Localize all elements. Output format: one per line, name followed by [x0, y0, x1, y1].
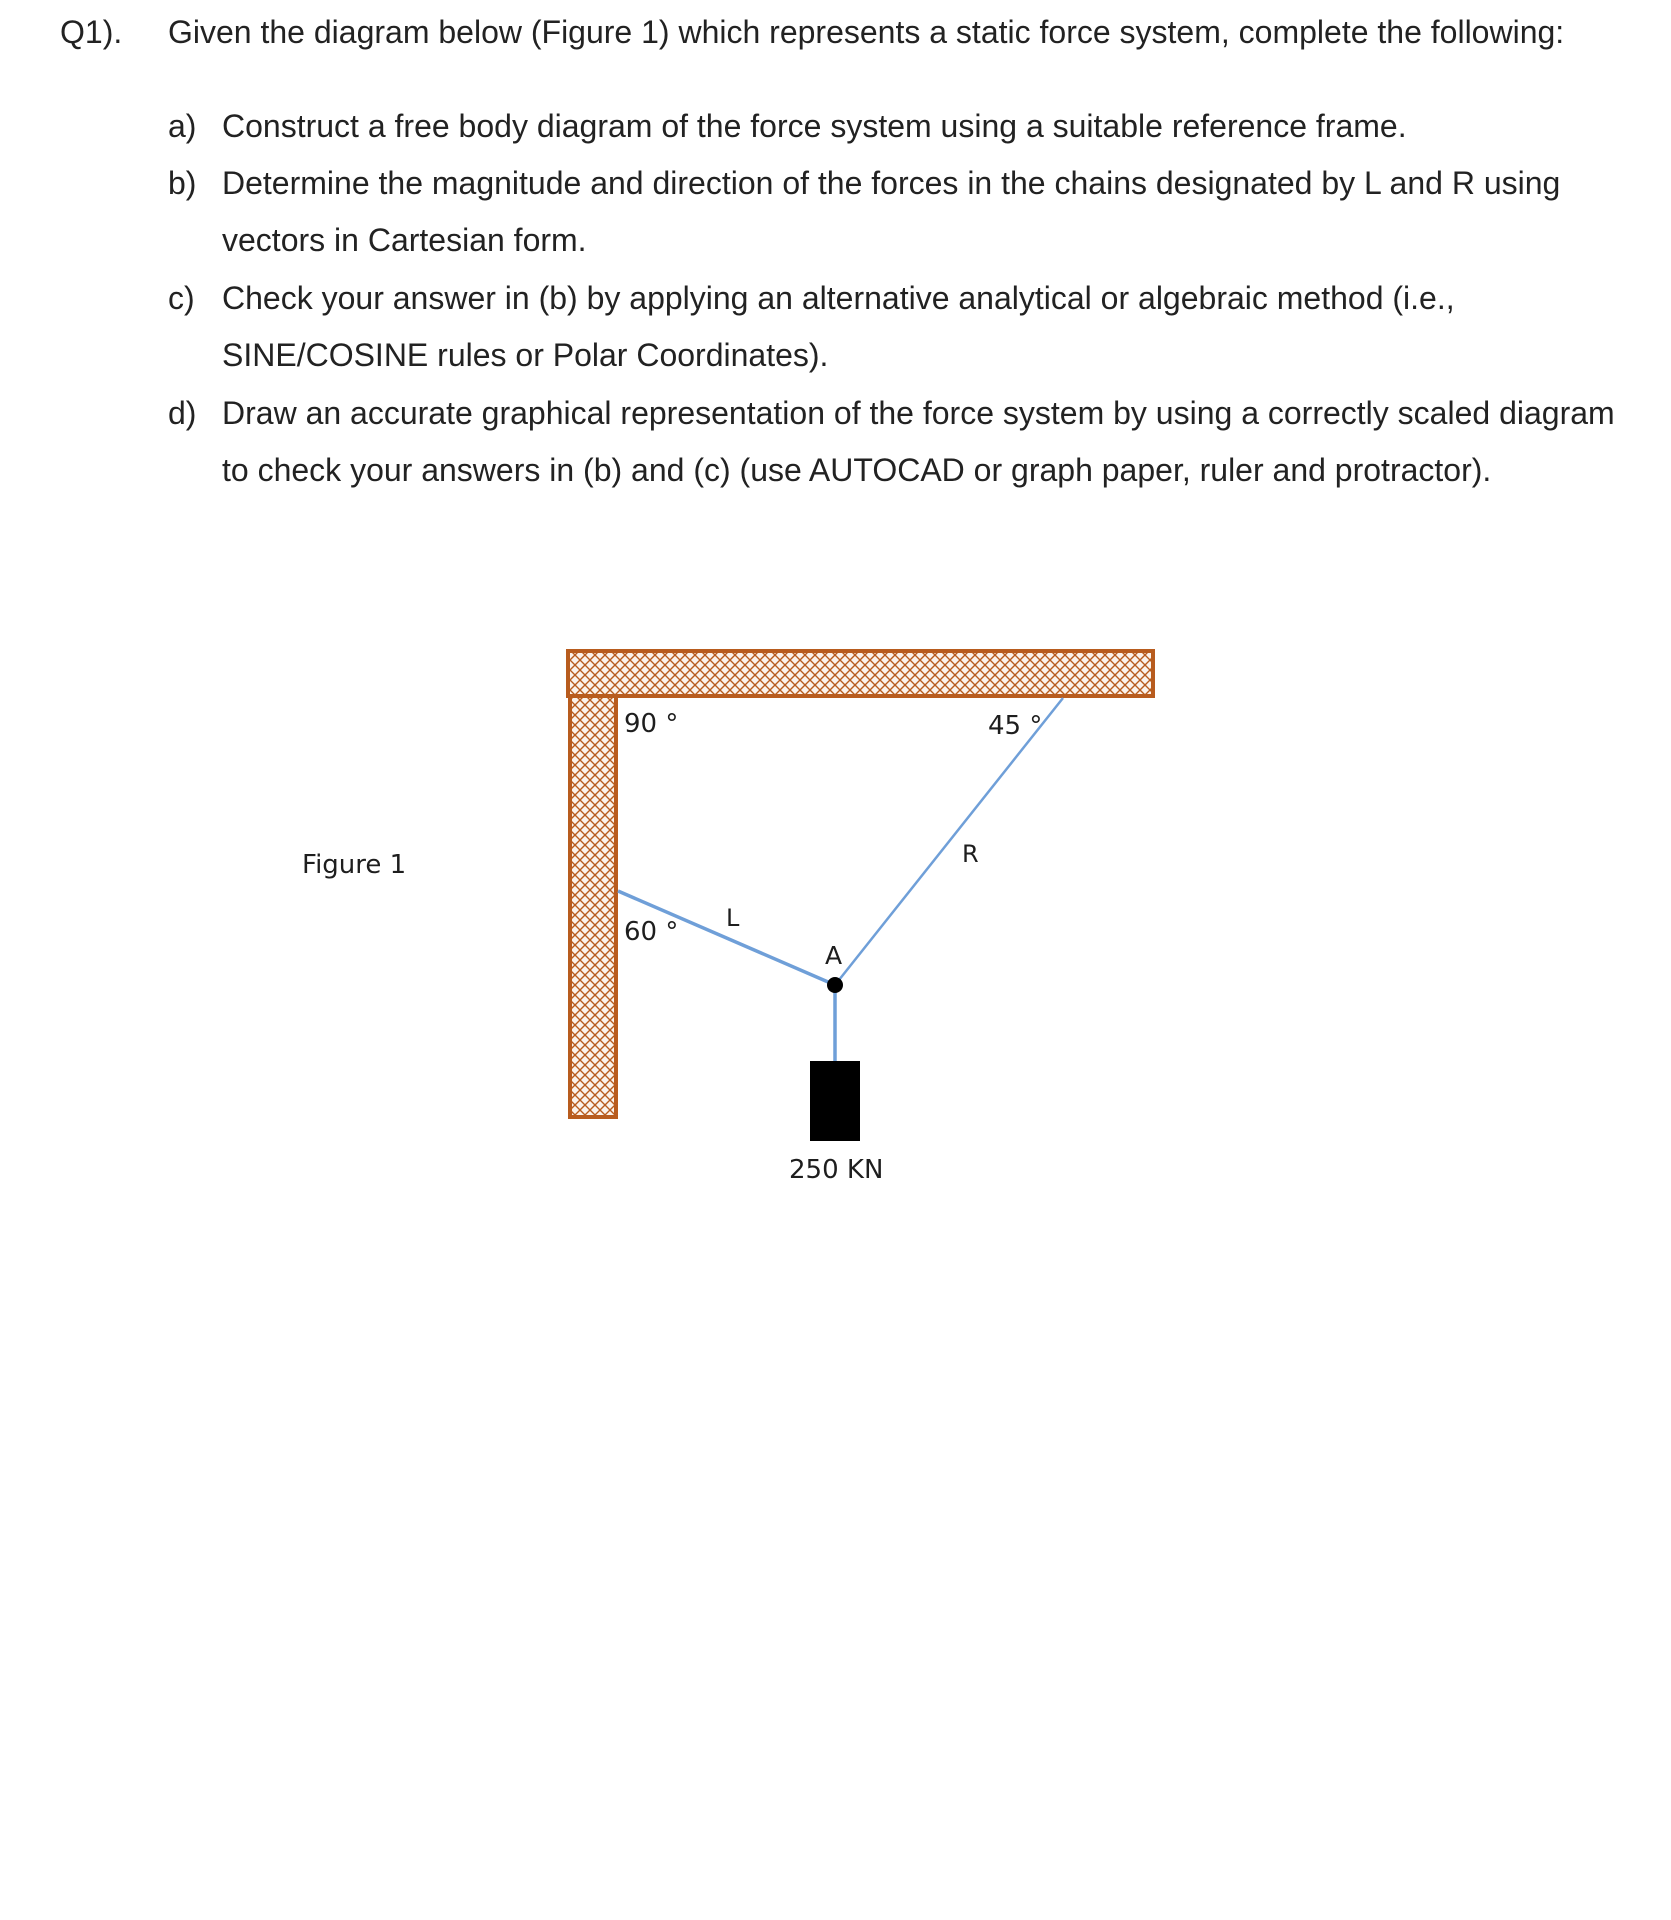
question-number: Q1). — [60, 14, 123, 50]
part-c-line-2: SINE/COSINE rules or Polar Coordinates). — [222, 337, 829, 373]
angle-45-label: 45 ° — [988, 711, 1043, 741]
part-b-line-1: Determine the magnitude and direction of the forces in the chains designated by L and R using — [222, 165, 1561, 201]
part-b-line-2: vectors in Cartesian form. — [222, 222, 587, 258]
part-d-letter: d) — [168, 395, 197, 431]
part-a-letter: a) — [168, 108, 197, 144]
question-intro: Given the diagram below (Figure 1) which represents a static force system, complete the following: — [168, 14, 1565, 50]
part-a-line-1: Construct a free body diagram of the force system using a suitable reference frame. — [222, 108, 1407, 144]
chain-l-label: L — [726, 904, 740, 932]
part-d-line-2: to check your answers in (b) and (c) (use AUTOCAD or graph paper, ruler and protractor). — [222, 452, 1492, 488]
part-b-letter: b) — [168, 165, 197, 201]
point-a-label: A — [825, 941, 843, 970]
angle-90-label: 90 ° — [624, 709, 679, 739]
part-c-letter: c) — [168, 280, 195, 316]
load-label: 250 KN — [789, 1155, 884, 1185]
part-d-line-1: Draw an accurate graphical representation of the force system by using a correctly scaled diagram — [222, 395, 1615, 431]
chain-r-label: R — [962, 840, 979, 868]
part-c-line-1: Check your answer in (b) by applying an alternative analytical or algebraic method (i.e., — [222, 280, 1455, 316]
figure-caption: Figure 1 — [302, 850, 407, 880]
chain-r — [835, 698, 1063, 985]
point-a-marker — [827, 977, 843, 993]
load-block — [810, 1061, 860, 1141]
wall-support — [570, 696, 616, 1117]
angle-60-label: 60 ° — [624, 917, 679, 947]
ceiling-support — [568, 651, 1153, 696]
